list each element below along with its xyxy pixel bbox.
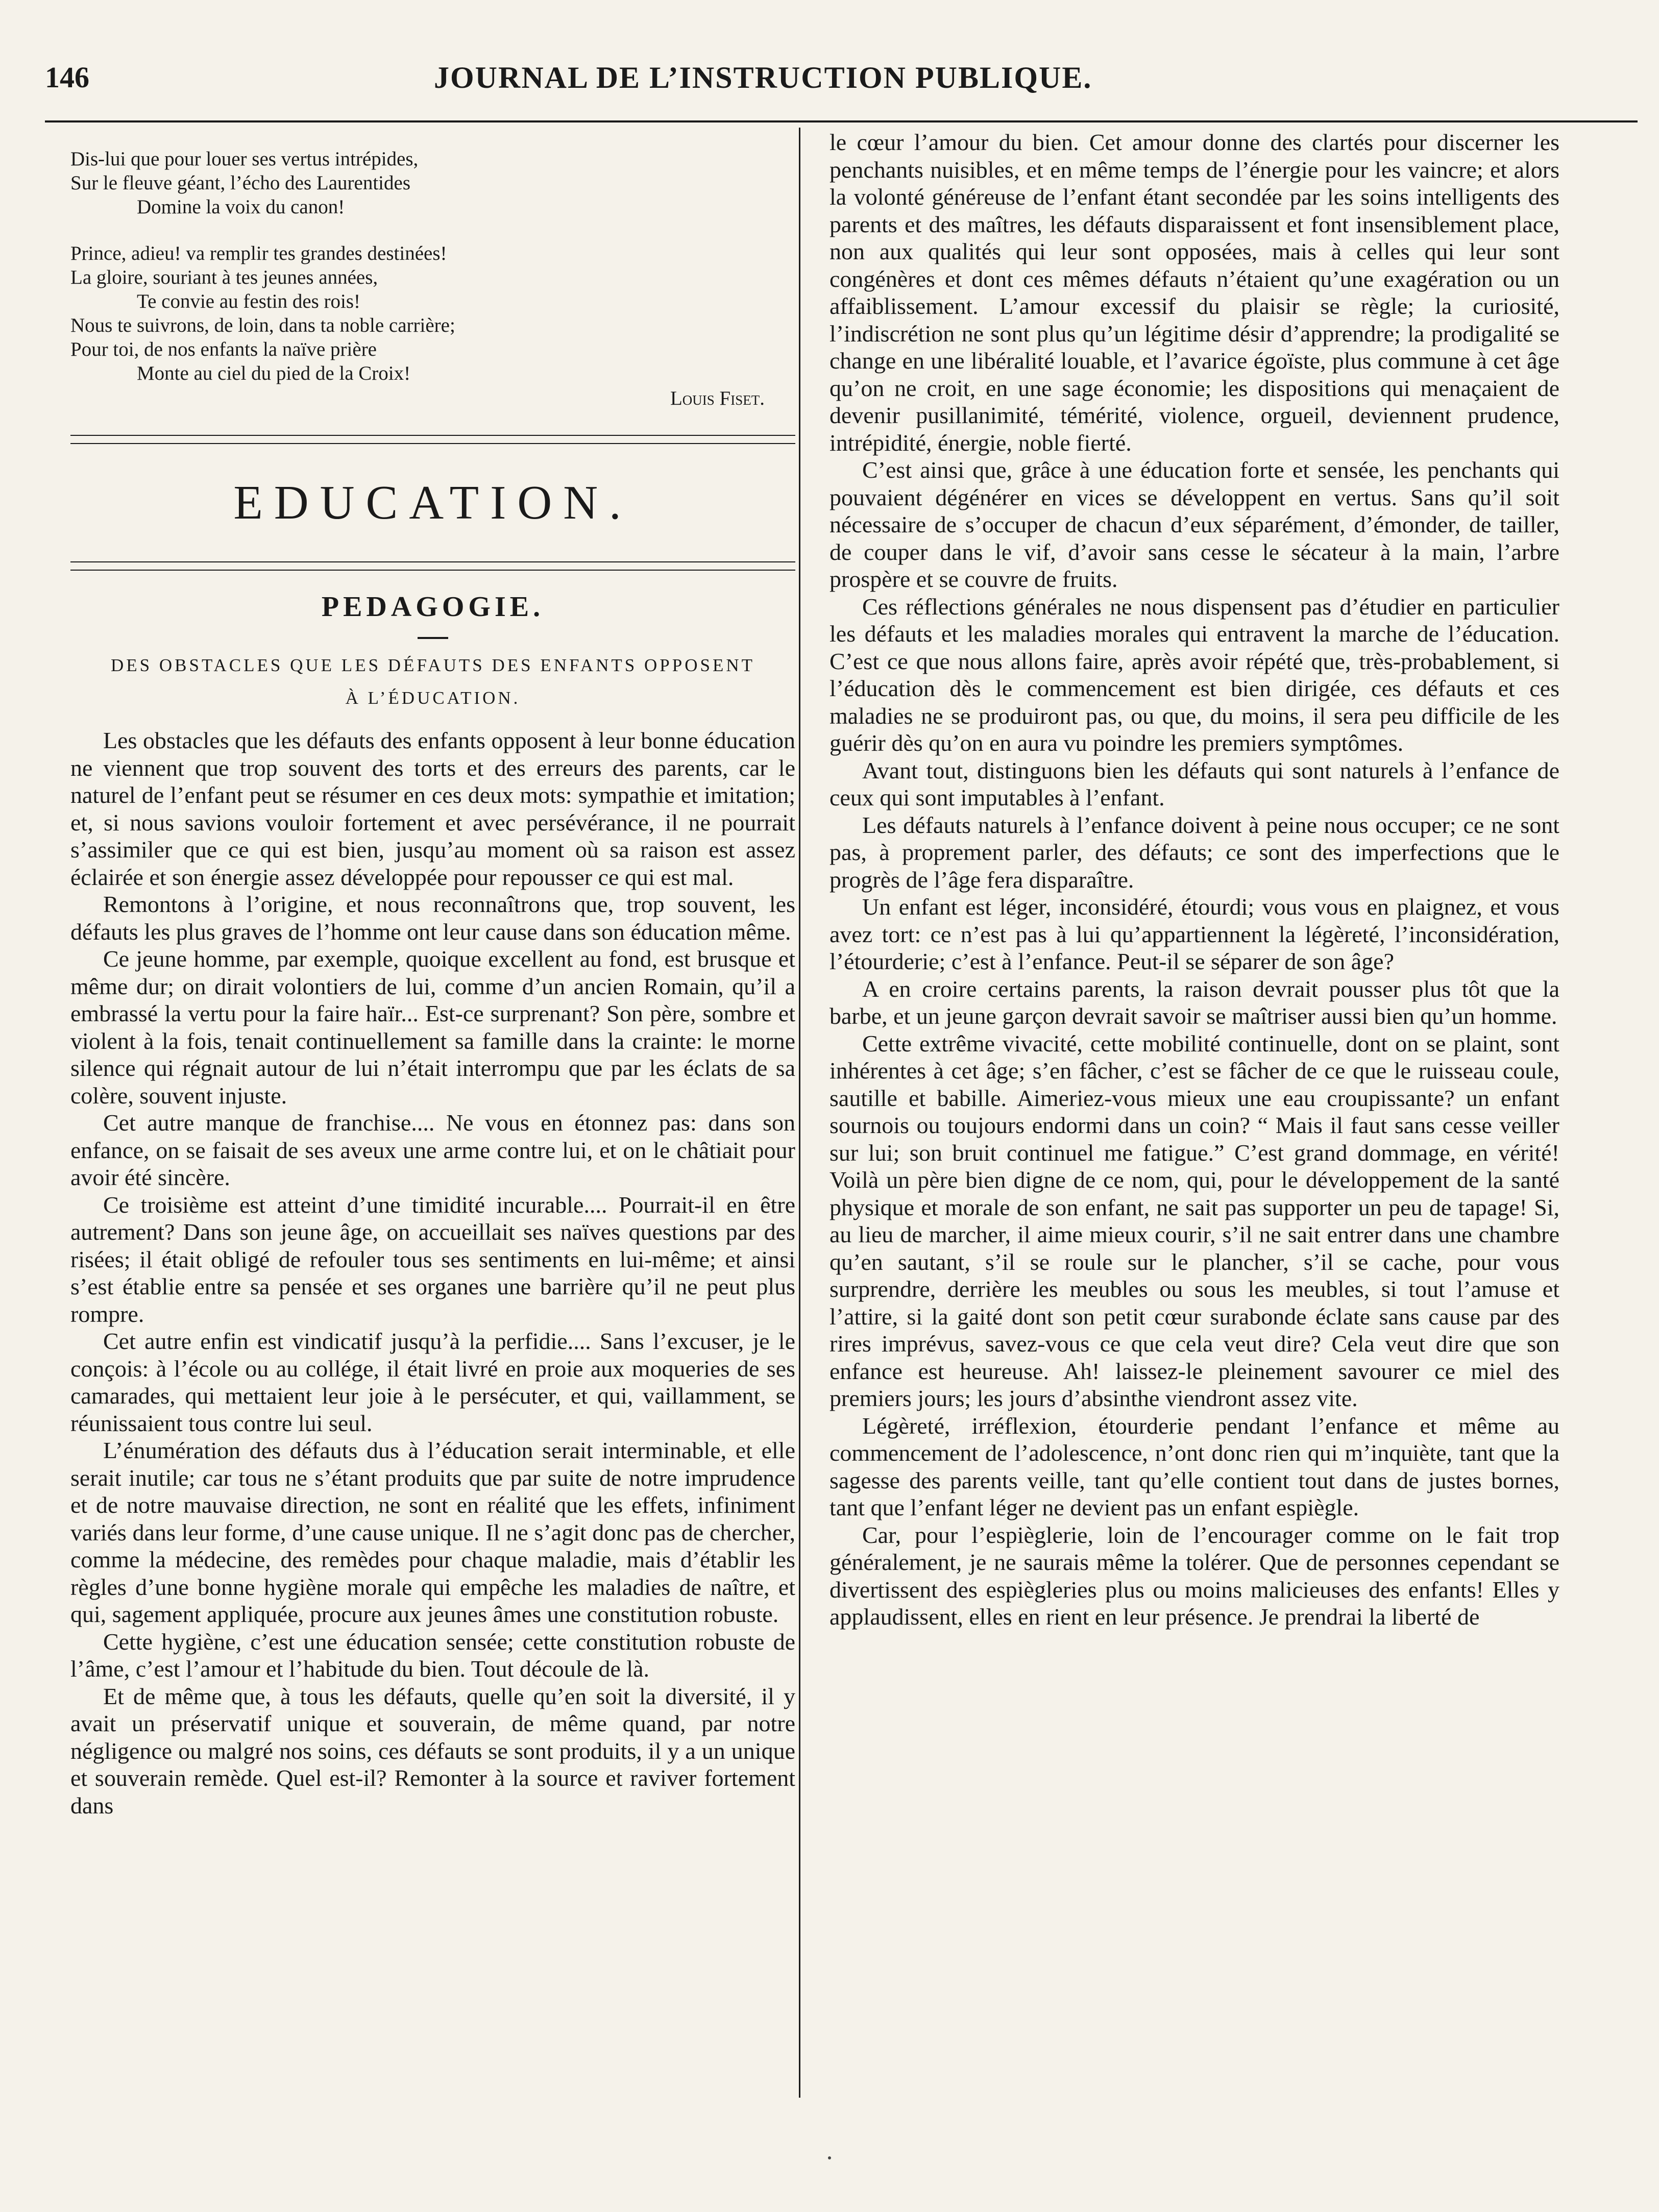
paragraph: Et de même que, à tous les défauts, quelle qu’en soit la diversité, il y avait un préservatif unique et souverain, de même quand, par notre négligence ou malgré nos soins, ces défauts se sont produits, il y a un unique et souverain remède. Quel est-il? Remonter à la source et raviver fortement dans: [70, 1683, 795, 1818]
paragraph: Car, pour l’espièglerie, loin de l’encourager comme on le fait trop généralement, je ne saurais même la tolérer. Que de personnes cependant se divertissent des espiègleries plus ou moins malicieuses des enfants! Elles y applaudissent, elles en rient en leur présence. Je prendrai la liberté de: [829, 1521, 1559, 1630]
paragraph: Les défauts naturels à l’enfance doivent à peine nous occuper; ce ne sont pas, à proprement parler, des défauts; ce sont des imperfections que le progrès de l’âge fera disparaître.: [829, 812, 1559, 893]
poem: [70, 147, 795, 410]
section-rule-top: [70, 435, 795, 444]
paragraph: Ce troisième est atteint d’une timidité incurable.... Pourrait-il en être autrement? Dans son jeune âge, on accueillait ses naïves questions par des risées; il était obligé de refouler tous ses sentiments en lui-même; et ainsi s’est établie entre sa pensée et ses organes une barrière qu’il ne peut plus rompre.: [70, 1191, 795, 1327]
article-title: [70, 649, 795, 715]
poem-line: Prince, adieu! va remplir tes grandes destinées!: [70, 242, 447, 264]
poem-line: Dis-lui que pour louer ses vertus intrépides,: [70, 148, 419, 170]
article-title-line: DES OBSTACLES QUE LES DÉFAUTS DES ENFANTS OPPOSENT: [111, 655, 755, 675]
paragraph: Cet autre manque de franchise.... Ne vous en étonnez pas: dans son enfance, on se faisait de ses aveux une arme contre lui, et on le châtiait pour avoir été sincère.: [70, 1110, 795, 1190]
page-number: 146: [45, 61, 89, 94]
journal-title: JOURNAL DE L’INSTRUCTION PUBLIQUE.: [434, 61, 1092, 94]
paragraph: Cette hygiène, c’est une éducation sensée; cette constitution robuste de l’âme, c’est l’amour et l’habitude du bien. Tout découle de là.: [70, 1628, 795, 1682]
subsection-title: PEDAGOGIE.: [321, 591, 545, 623]
poem-signature: Louis Fiset.: [670, 387, 765, 409]
paragraph: Légèreté, irréflexion, étourderie pendant l’enfance et même au commencement de l’adolescence, n’ont donc rien qui m’inquiète, tant que la sagesse des parents veille, tant qu’elle contient tout dans de justes bornes, tant que l’enfant léger ne devient pas un enfant espiègle.: [829, 1412, 1559, 1520]
left-column: [70, 129, 795, 1819]
poem-line: Te convie au festin des rois!: [137, 290, 361, 312]
paragraph: C’est ainsi que, grâce à une éducation forte et sensée, les penchants qui pouvaient dégénérer en vices se développent en vertus. Sans qu’il soit nécessaire de s’occuper de chacun d’eux séparément, d’émonder, de tailler, de couper dans le vif, d’avoir sans cesse le sécateur à la main, l’arbre prospère et se couvre de fruits.: [829, 457, 1559, 592]
poem-line: La gloire, souriant à tes jeunes années,: [70, 266, 378, 288]
section-title: EDUCATION.: [233, 476, 632, 529]
short-rule: [418, 637, 448, 639]
paragraph: Ce jeune homme, par exemple, quoique excellent au fond, est brusque et même dur; on dirait volontiers de lui, comme d’un ancien Romain, qu’il a embrassé la vertu pour la faire haïr... Est-ce surprenant? Son père, sombre et violent à la fois, tenait continuellement sa famille dans la crainte: le morne silence qui régnait autour de lui n’était interrompu que par les éclats de sa colère, souvent injuste.: [70, 946, 795, 1109]
paragraph: Cet autre enfin est vindicatif jusqu’à la perfidie.... Sans l’excuser, je le conçois: à l’école ou au collége, il était livré en proie aux moqueries de ses camarades, qui mettaient leur joie à le persécuter, et qui, vaillamment, se réunissaient tous contre lui seul.: [70, 1328, 795, 1436]
paragraph: Remontons à l’origine, et nous reconnaîtrons que, trop souvent, les défauts les plus graves de l’homme ont leur cause dans son éducation même.: [70, 891, 795, 945]
section-rule-bottom: [70, 561, 795, 571]
right-column: [829, 129, 1559, 1631]
poem-line: Sur le fleuve géant, l’écho des Laurentides: [70, 172, 410, 194]
paragraph: Avant tout, distinguons bien les défauts qui sont naturels à l’enfance de ceux qui sont imputables à l’enfant.: [829, 757, 1559, 810]
paragraph: Un enfant est léger, inconsidéré, étourdi; vous vous en plaignez, et vous avez tort: ce n’est pas à lui qu’appartiennent la légèreté, l’inconsidération, l’étourderie; c’est à l’enfance. Peut-il se séparer de son âge?: [829, 894, 1559, 974]
poem-line: Pour toi, de nos enfants la naïve prière: [70, 338, 377, 360]
left-body: [70, 727, 795, 1819]
poem-line: Monte au ciel du pied de la Croix!: [137, 362, 411, 384]
header-rule: [45, 120, 1638, 122]
footer-mark: [828, 2156, 831, 2159]
paragraph: Ces réflections générales ne nous dispensent pas d’étudier en particulier les défauts et les maladies morales qui entravent la marche de l’éducation. C’est ce que nous allons faire, après avoir répété que, très-probablement, si l’éducation dès le commencement est bien dirigée, ces défauts et ces maladies ne se produiront pas, ou que, du moins, il sera peu difficile de les guérir dès qu’on en aura vu poindre les premiers symptômes.: [829, 593, 1559, 756]
poem-line: Domine la voix du canon!: [137, 196, 345, 218]
paragraph: Cette extrême vivacité, cette mobilité continuelle, dont on se plaint, sont inhérentes à cet âge; s’en fâcher, c’est se fâcher de ce que le ruisseau coule, sautille et babille. Aimeriez-vous mieux une eau croupissante? un enfant sournois ou toujours endormi dans un coin? “ Mais il faut sans cesse veiller sur lui; son bruit continuel me fatigue.” C’est grand dommage, en vérité! Voilà un père bien digne de ce nom, qui, pour le développement de la santé physique et morale de son enfant, ne sait pas supporter un peu de tapage! Si, au lieu de marcher, il aime mieux courir, s’il ne sait entrer dans une chambre qu’en sautant, s’il se roule sur le plancher, s’il se cache, pour vous surprendre, derrière les meubles ou sous les meubles, si tout l’amuse et l’attire, si la gaité dont son petit cœur surabonde éclate sans cause par des rires imprévus, savez-vous ce que cela veut dire? Cela veut dire que son enfance est heureuse. Ah! laissez-le pleinement savourer ce miel des premiers jours; les jours d’absinthe viendront assez vite.: [829, 1030, 1559, 1411]
paragraph: Les obstacles que les défauts des enfants opposent à leur bonne éducation ne viennent que trop souvent des torts et des erreurs des parents, car le naturel de l’enfant peut se résumer en ces deux mots: sympathie et imitation; et, si nous savions vouloir fortement et avec persévérance, il ne pourrait s’assimiler que ce qui est bien, jusqu’au moment où sa raison est assez éclairée et son énergie assez développée pour repousser ce qui est mal.: [70, 727, 795, 890]
paragraph: L’énumération des défauts dus à l’éducation serait interminable, et elle serait inutile; car tous ne s’étant produits que par suite de notre imprudence et de notre mauvaise direction, ne sont en réalité que les effets, infiniment variés dans leur forme, d’une cause unique. Il ne s’agit donc pas de chercher, comme la médecine, des remèdes pour chaque maladie, mais d’établir les règles d’une bonne hygiène morale qui empêche les maladies de naître, et qui, sagement appliquée, procure aux jeunes âmes une constitution robuste.: [70, 1437, 795, 1627]
column-divider: [799, 128, 800, 2098]
paragraph: le cœur l’amour du bien. Cet amour donne des clartés pour discerner les penchants nuisibles, et en même temps de l’énergie pour les vaincre; et alors la volonté généreuse de l’enfant étant secondée par les soins intelligents des parents et des maîtres, les défauts disparaissent et font insensiblement place, non aux qualités qui leur sont opposées, mais à celles qui leur sont congénères et dont ces mêmes défauts n’étaient qu’une exagération ou un affaiblissement. L’amour excessif du plaisir se règle; la curiosité, l’indiscrétion ne sont plus qu’un légitime désir d’apprendre; la prodigalité se change en une libéralité louable, et l’avarice égoïste, plus commune à cet âge qu’on ne croit, en une sage économie; les dispositions qui menaçaient de devenir pusillanimité, témérité, violence, orgueil, deviennent prudence, intrépidité, énergie, noble fierté.: [829, 129, 1559, 456]
poem-line: Nous te suivrons, de loin, dans ta noble carrière;: [70, 314, 455, 336]
paragraph: A en croire certains parents, la raison devrait pousser plus tôt que la barbe, et un jeune garçon devrait savoir se maîtriser aussi bien qu’un homme.: [829, 975, 1559, 1029]
article-title-line: À L’ÉDUCATION.: [345, 688, 521, 708]
